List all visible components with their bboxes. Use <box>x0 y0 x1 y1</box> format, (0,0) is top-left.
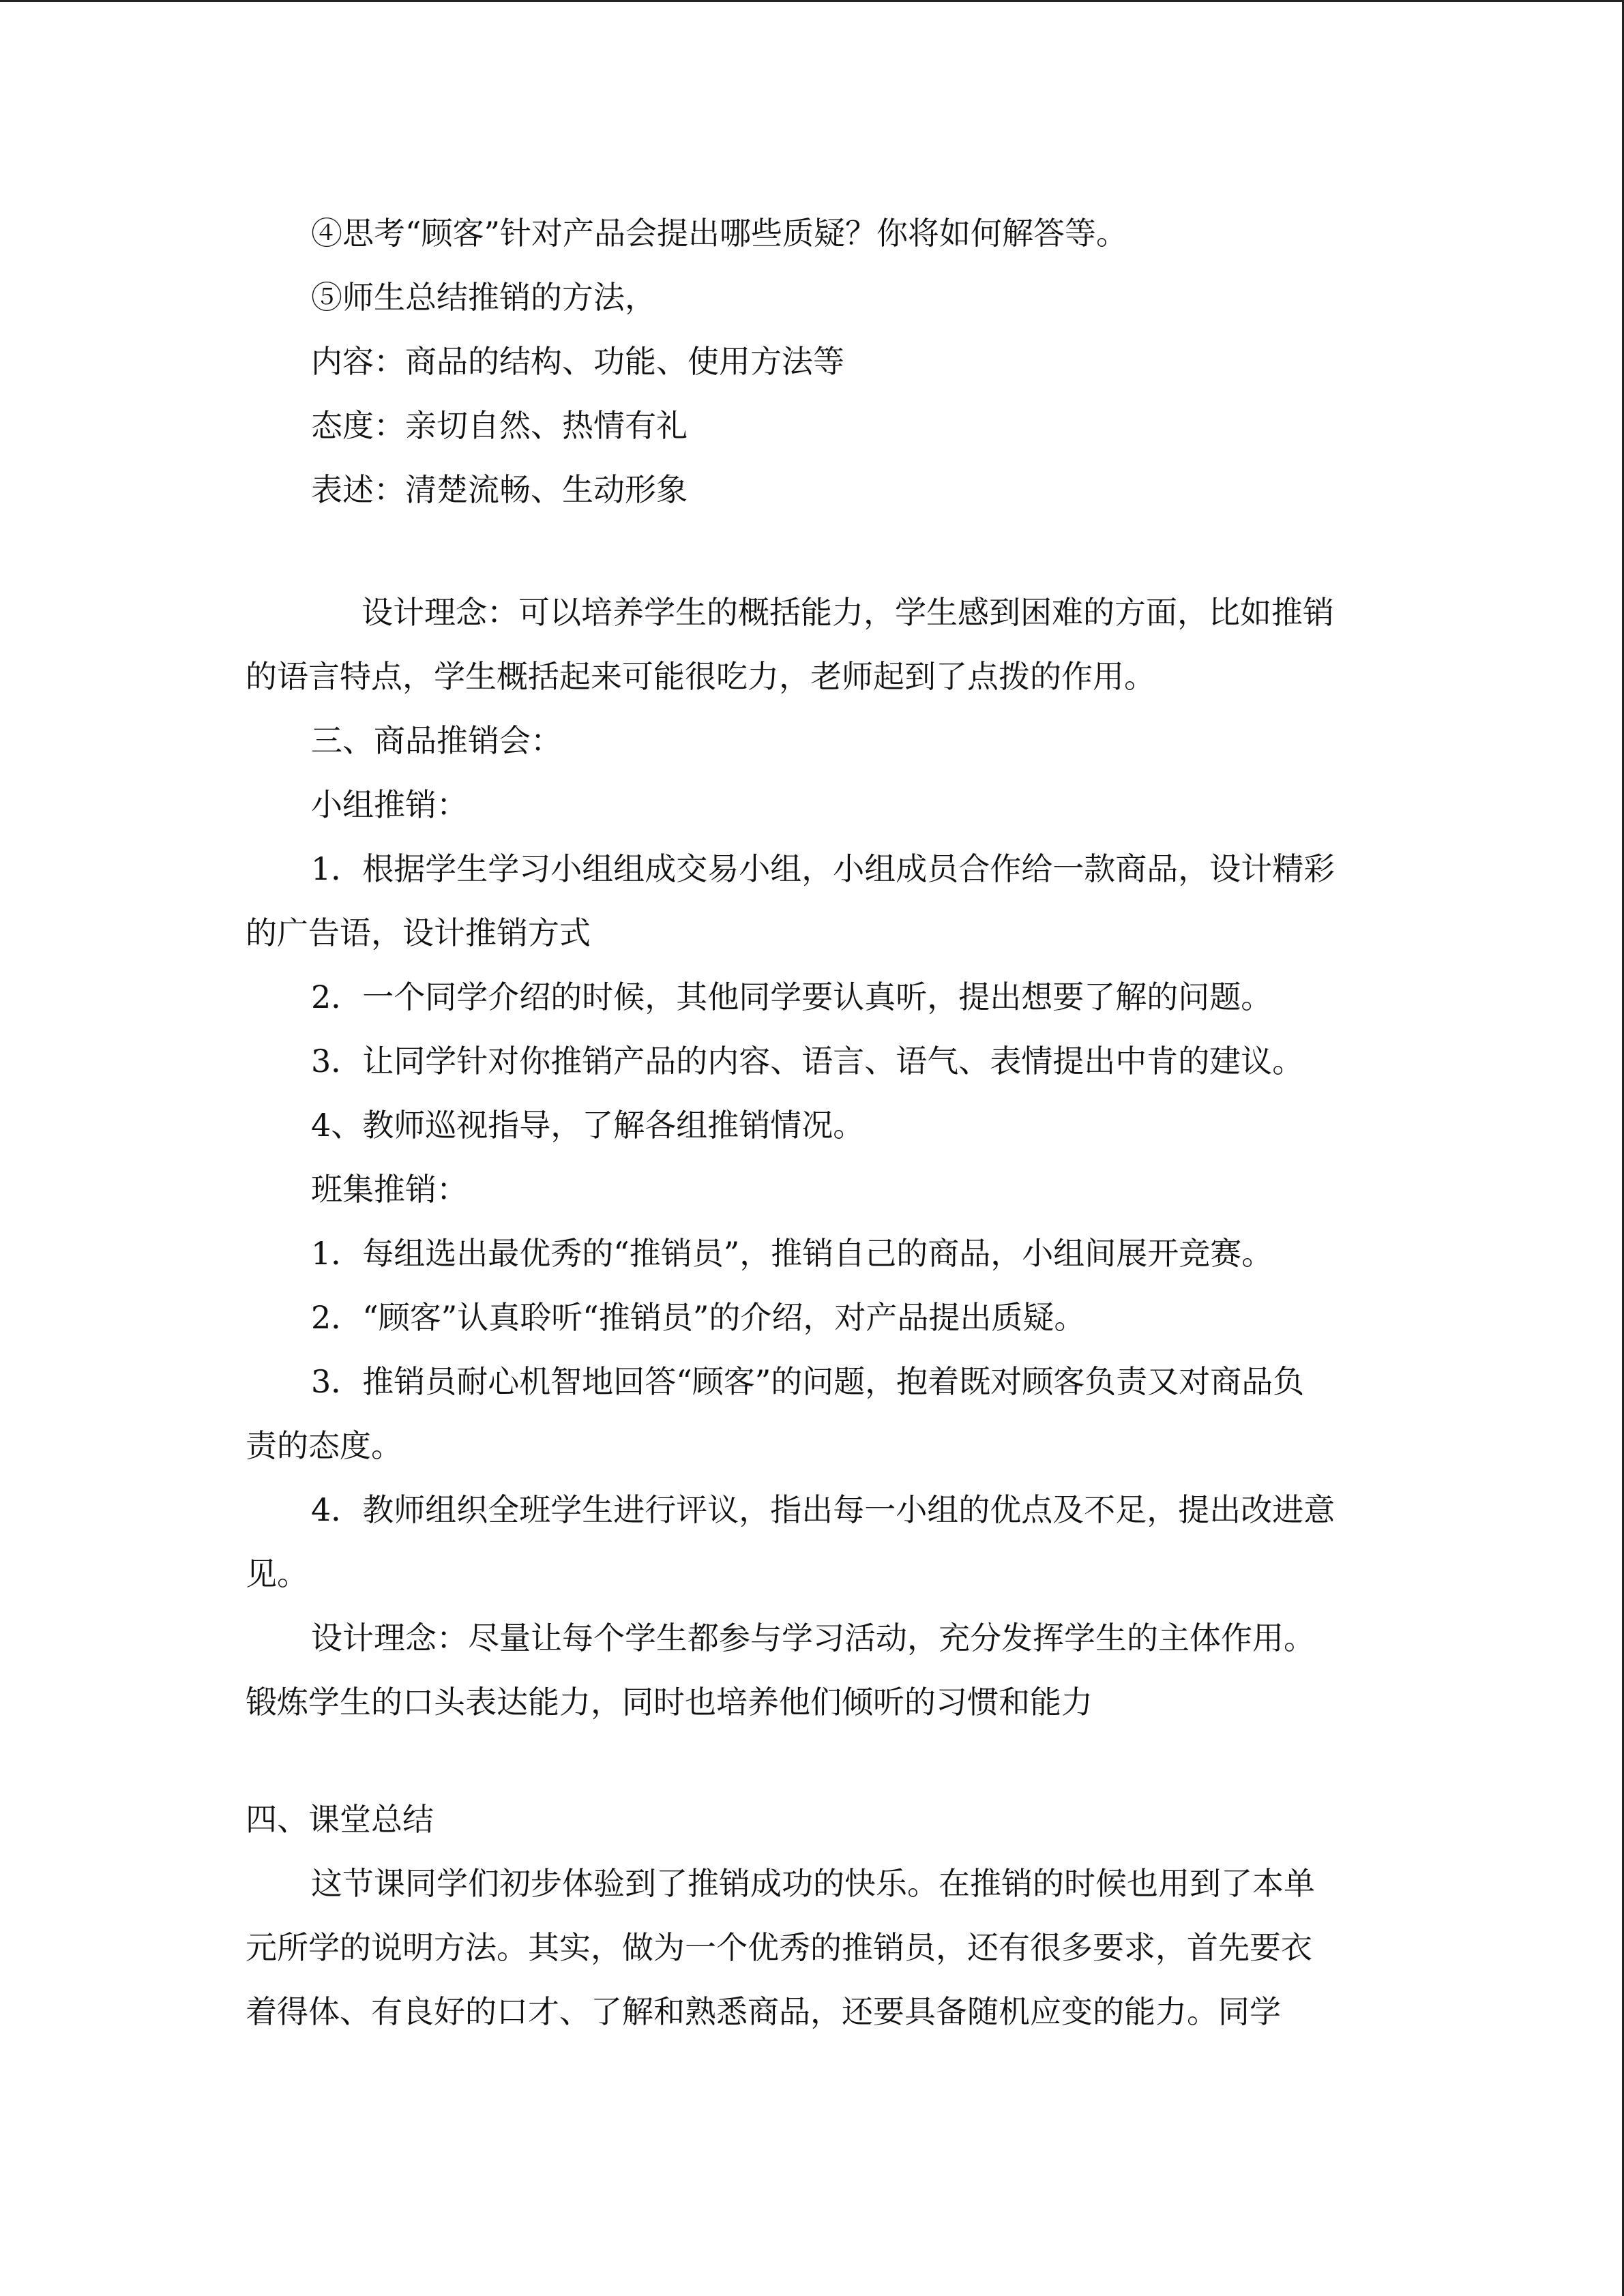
group-step-3: 3．让同学针对你推销产品的内容、语言、语气、表情提出中肯的建议。 <box>311 1043 1304 1079</box>
design-concept-2-line-2: 锻炼学生的口头表达能力，同时也培养他们倾听的习惯和能力 <box>246 1684 1093 1720</box>
group-step-2: 2．一个同学介绍的时候，其他同学要认真听，提出想要了解的问题。 <box>311 979 1273 1015</box>
method-expression-text: 表述：清楚流畅、生动形象 <box>311 471 688 508</box>
group-sales-heading: 小组推销： <box>311 786 468 823</box>
method-attitude-text: 态度：亲切自然、热情有礼 <box>311 407 688 444</box>
group-step-4: 4、教师巡视指导，了解各组推销情况。 <box>311 1107 865 1144</box>
summary-line-2: 元所学的说明方法。其实，做为一个优秀的推销员，还有很多要求，首先要衣 <box>246 1929 1312 1966</box>
class-sales-heading: 班集推销： <box>311 1171 468 1208</box>
class-step-2: 2．“顾客”认真聆听“推销员”的介绍，对产品提出质疑。 <box>311 1299 1086 1336</box>
paragraph-gap <box>246 522 1378 580</box>
class-step-3-line-2: 责的态度。 <box>246 1427 402 1464</box>
class-step-1: 1．每组选出最优秀的“推销员”，推销自己的商品，小组间展开竞赛。 <box>311 1235 1273 1272</box>
design-concept-1-line-2: 的语言特点，学生概括起来可能很吃力，老师起到了点拨的作用。 <box>246 658 1155 695</box>
summary-line-3: 着得体、有良好的口才、了解和熟悉商品，还要具备随机应变的能力。同学 <box>246 1993 1281 2030</box>
class-step-3-line-1: 3．推销员耐心机智地回答“顾客”的问题，抱着既对顾客负责又对商品负 <box>311 1363 1305 1400</box>
step-4-text: ④思考“顾客”针对产品会提出哪些质疑？你将如何解答等。 <box>311 215 1128 252</box>
step-5-text: ⑤师生总结推销的方法， <box>311 279 656 316</box>
design-concept-1-line-1: 设计理念：可以培养学生的概括能力，学生感到困难的方面，比如推销 <box>361 594 1334 631</box>
group-step-1-line-1: 1．根据学生学习小组组成交易小组，小组成员合作给一款商品，设计精彩 <box>311 850 1335 887</box>
summary-line-1: 这节课同学们初步体验到了推销成功的快乐。在推销的时候也用到了本单 <box>311 1865 1315 1902</box>
design-concept-2-line-1: 设计理念：尽量让每个学生都参与学习活动，充分发挥学生的主体作用。 <box>311 1620 1315 1656</box>
method-content-text: 内容：商品的结构、功能、使用方法等 <box>311 343 844 380</box>
document-page <box>246 201 1378 2044</box>
group-step-1-line-2: 的广告语，设计推销方式 <box>246 914 591 951</box>
section-4-heading: 四、课堂总结 <box>246 1801 434 1838</box>
class-step-4-line-2: 见。 <box>246 1555 308 1592</box>
class-step-4-line-1: 4．教师组织全班学生进行评议，指出每一小组的优点及不足，提出改进意 <box>311 1491 1335 1528</box>
paragraph-gap <box>246 1734 1378 1787</box>
section-3-heading: 三、商品推销会： <box>311 722 562 759</box>
page-top-border <box>0 0 1624 2</box>
